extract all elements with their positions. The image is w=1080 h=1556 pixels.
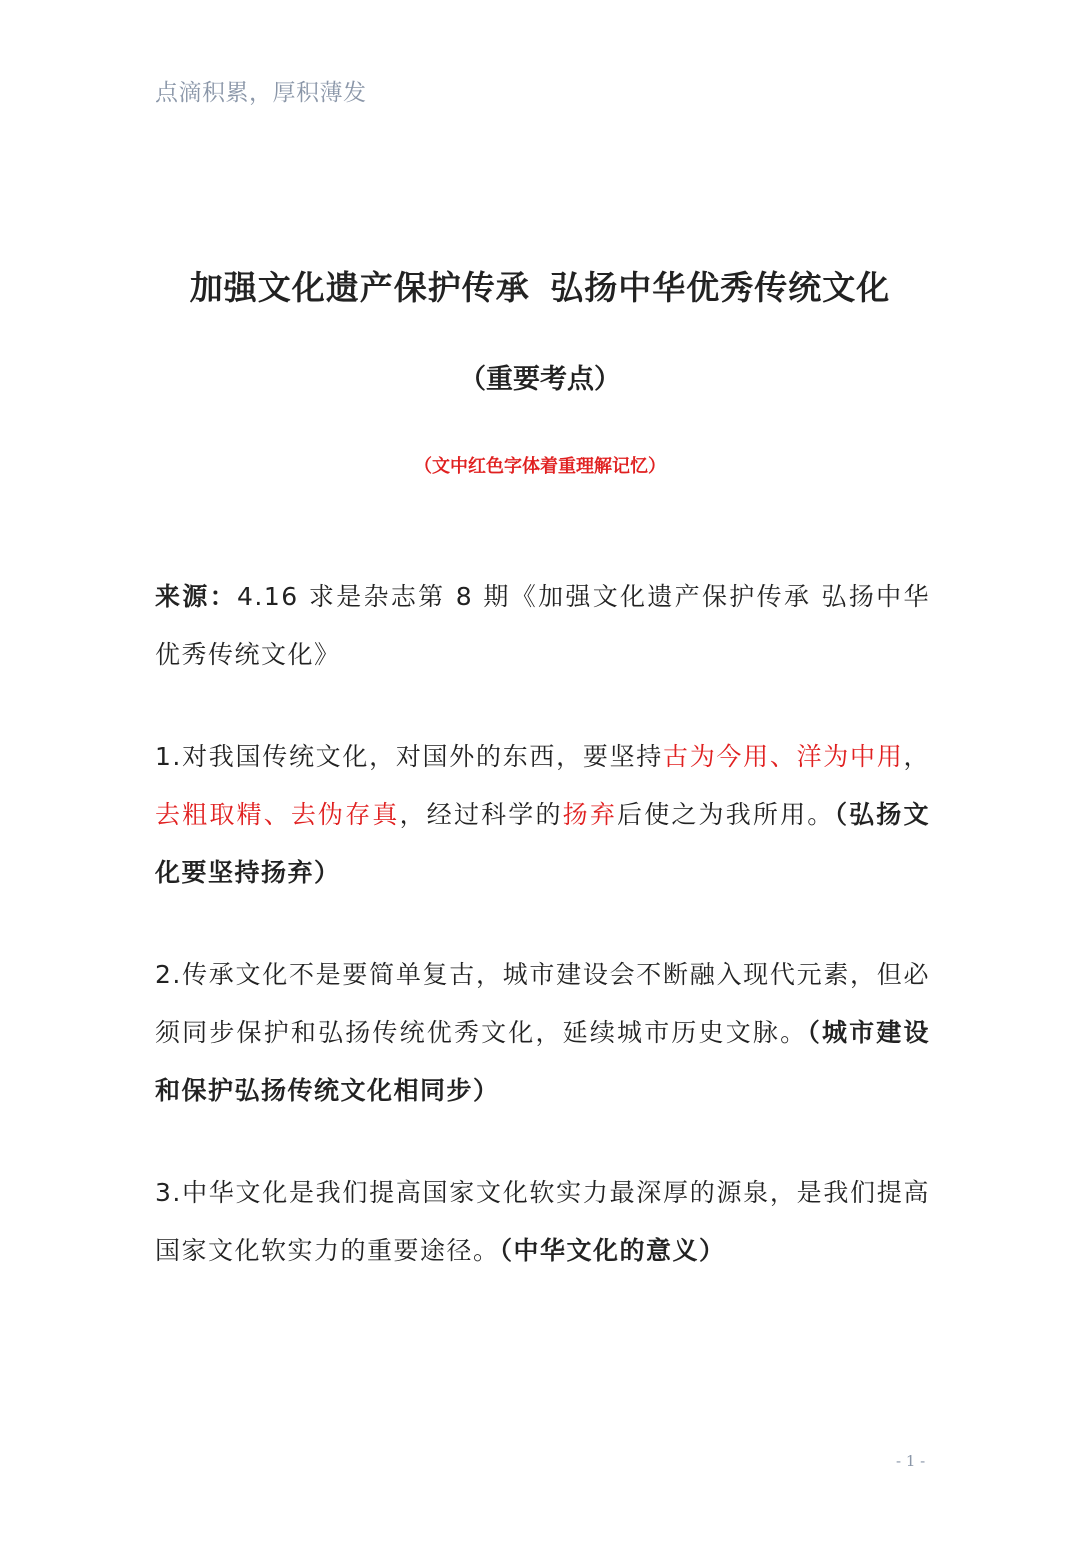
key-point-3 (155, 1164, 930, 1280)
point-1-summary: （弘扬文化要坚持扬弃） (155, 800, 930, 887)
point-3-summary: （中华文化的意义） (499, 1236, 726, 1265)
point-2-body: 2.传承文化不是要简单复古，城市建设会不断融入现代元素，但必须同步保护和弘扬传统优秀文化，延续城市历史文脉。 (155, 960, 930, 1047)
header-motto: 点滴积累，厚积薄发 (155, 80, 367, 106)
point-3-body: 3.中华文化是我们提高国家文化软实力最深厚的源泉，是我们提高国家文化软实力的重要途径。 (155, 1178, 930, 1265)
key-point-1 (155, 728, 930, 902)
point-1-segment: 1.对我国传统文化，对国外的东西，要坚持 (155, 742, 663, 771)
point-1-highlight: 去粗取精、去伪存真 (155, 800, 400, 829)
point-1-segment: ，经过科学的 (399, 800, 563, 829)
document-subtitle: （重要考点） (459, 364, 621, 395)
source-paragraph (155, 568, 930, 684)
point-1-segment: 后使之为我所用。 (617, 800, 835, 829)
page-number: - 1 - (896, 1452, 926, 1470)
key-point-2 (155, 946, 930, 1120)
point-1-segment: ， (903, 742, 930, 771)
document-title: 加强文化遗产保护传承 弘扬中华优秀传统文化 (189, 268, 891, 307)
point-1-highlight: 扬弃 (562, 800, 618, 829)
point-2-summary: （城市建设和保护弘扬传统文化相同步） (155, 1018, 930, 1105)
point-1-highlight: 古为今用、洋为中用 (663, 742, 904, 771)
source-label: 来源： (155, 582, 237, 611)
source-text: 4.16 求是杂志第 8 期《加强文化遗产保护传承 弘扬中华优秀传统文化》 (155, 582, 930, 669)
red-font-note: （文中红色字体着重理解记忆） (414, 456, 666, 477)
